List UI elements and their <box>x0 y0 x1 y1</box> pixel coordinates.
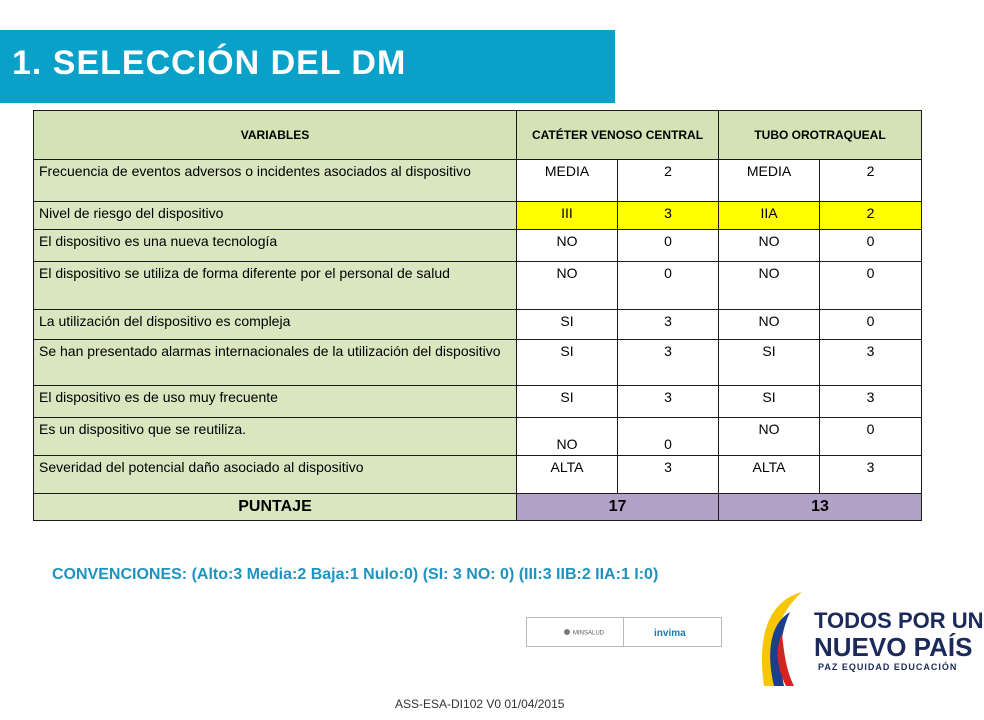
tubo-score: 2 <box>820 202 922 230</box>
table-row <box>34 418 922 456</box>
variable-cell: Es un dispositivo que se reutiliza. <box>34 418 517 456</box>
table-row <box>34 310 922 340</box>
partner-logos <box>526 617 722 647</box>
table-row <box>34 340 922 386</box>
variable-cell: Frecuencia de eventos adversos o incidentes asociados al dispositivo <box>34 160 517 202</box>
header-cateter: CATÉTER VENOSO CENTRAL <box>517 111 719 160</box>
table-row <box>34 202 922 230</box>
cateter-score: 3 <box>618 340 719 386</box>
cateter-score: 2 <box>618 160 719 202</box>
conventions-text: CONVENCIONES: (Alto:3 Media:2 Baja:1 Nulo:0) (SI: 3 NO: 0) (III:3 IIB:2 IIA:1 I:0) <box>52 566 659 583</box>
table-header-row <box>34 111 922 160</box>
tubo-score: 3 <box>820 386 922 418</box>
tubo-level: SI <box>719 386 820 418</box>
tubo-score: 0 <box>820 418 922 456</box>
tubo-score: 0 <box>820 310 922 340</box>
cateter-score: 0 <box>618 262 719 310</box>
tubo-score: 0 <box>820 262 922 310</box>
variable-cell: La utilización del dispositivo es compleja <box>34 310 517 340</box>
tubo-level: MEDIA <box>719 160 820 202</box>
cateter-score: 3 <box>618 310 719 340</box>
brand-line-2: NUEVO PAÍS <box>814 632 973 662</box>
table-row <box>34 456 922 494</box>
tubo-level: ALTA <box>719 456 820 494</box>
variable-cell: Severidad del potencial daño asociado al dispositivo <box>34 456 517 494</box>
table-row <box>34 160 922 202</box>
tubo-level: NO <box>719 418 820 456</box>
variable-cell: Nivel de riesgo del dispositivo <box>34 202 517 230</box>
cateter-level: III <box>517 202 618 230</box>
variable-cell: El dispositivo es una nueva tecnología <box>34 230 517 262</box>
document-code: ASS-ESA-DI102 V0 01/04/2015 <box>395 697 565 711</box>
table-row <box>34 230 922 262</box>
cateter-score: 3 <box>618 386 719 418</box>
tubo-level: IIA <box>719 202 820 230</box>
title-banner <box>0 30 615 103</box>
total-cateter: 17 <box>517 494 719 521</box>
total-row <box>34 494 922 521</box>
brand-swoosh-icon <box>752 590 812 690</box>
header-tubo: TUBO OROTRAQUEAL <box>719 111 922 160</box>
tubo-level: NO <box>719 262 820 310</box>
cateter-score: 3 <box>618 456 719 494</box>
brand-line-3: PAZ EQUIDAD EDUCACIÓN <box>818 662 958 672</box>
tubo-score: 0 <box>820 230 922 262</box>
minsalud-logo <box>527 618 624 646</box>
invima-logo <box>624 618 721 646</box>
variable-cell: Se han presentado alarmas internacionales de la utilización del dispositivo <box>34 340 517 386</box>
tubo-level: NO <box>719 310 820 340</box>
table-row <box>34 386 922 418</box>
cateter-level: SI <box>517 310 618 340</box>
tubo-level: SI <box>719 340 820 386</box>
cateter-score: 3 <box>618 202 719 230</box>
tubo-level: NO <box>719 230 820 262</box>
cateter-level: SI <box>517 386 618 418</box>
table-row <box>34 262 922 310</box>
tubo-score: 3 <box>820 340 922 386</box>
tubo-score: 2 <box>820 160 922 202</box>
total-label: PUNTAJE <box>34 494 517 521</box>
total-tubo: 13 <box>719 494 922 521</box>
header-variables: VARIABLES <box>34 111 517 160</box>
cateter-score: 0 <box>618 418 719 456</box>
todos-por-un-nuevo-pais-logo <box>752 590 984 690</box>
invima-logo-text: invima <box>654 628 686 639</box>
cateter-level: ALTA <box>517 456 618 494</box>
cateter-score: 0 <box>618 230 719 262</box>
brand-line-1: TODOS POR UN <box>814 608 984 633</box>
cateter-level: NO <box>517 262 618 310</box>
page-title: 1. SELECCIÓN DEL DM <box>12 44 407 82</box>
cateter-level: SI <box>517 340 618 386</box>
cateter-level: NO <box>517 230 618 262</box>
variable-cell: El dispositivo se utiliza de forma diferente por el personal de salud <box>34 262 517 310</box>
variable-cell: El dispositivo es de uso muy frecuente <box>34 386 517 418</box>
minsalud-logo-text: MINSALUD <box>573 630 605 637</box>
cateter-level: NO <box>517 418 618 456</box>
cateter-level: MEDIA <box>517 160 618 202</box>
tubo-score: 3 <box>820 456 922 494</box>
selection-table <box>33 110 922 521</box>
